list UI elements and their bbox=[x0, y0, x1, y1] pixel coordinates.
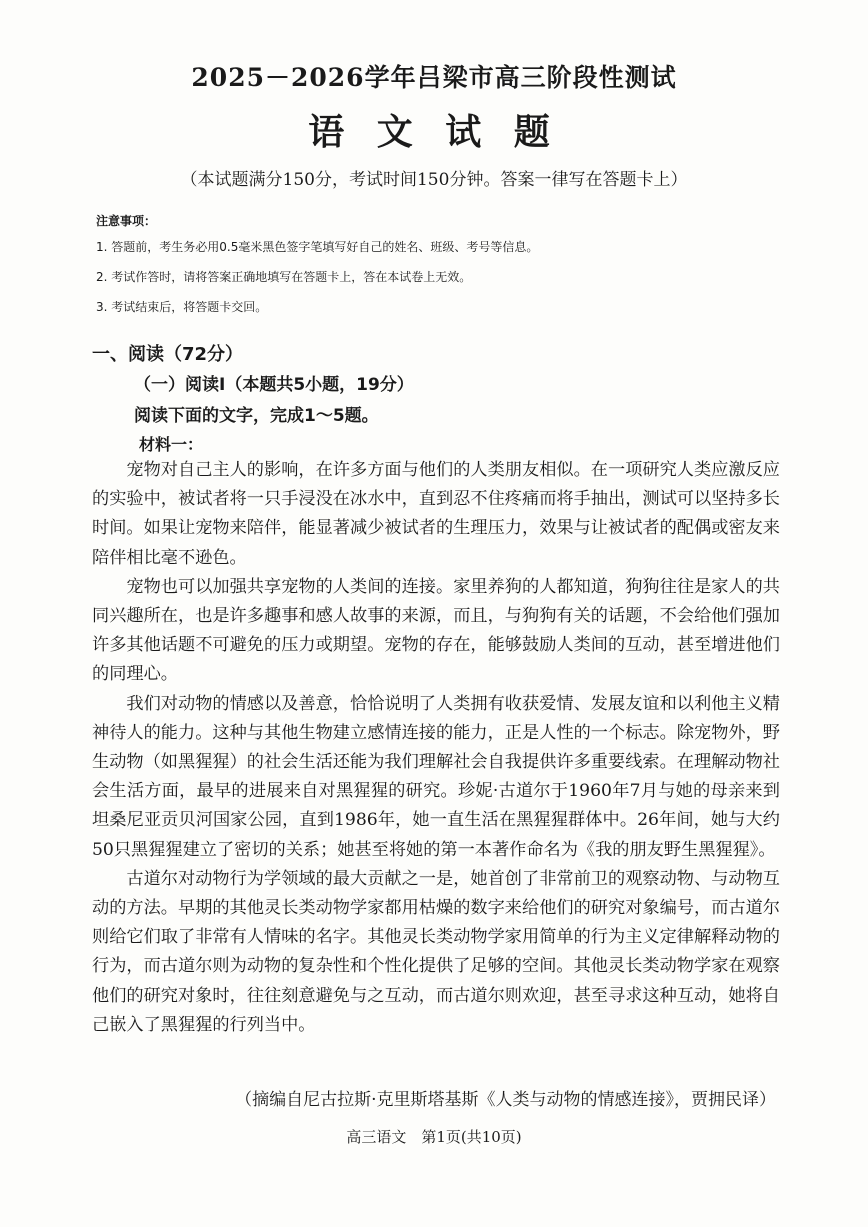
note-item-2: 2. 考试作答时，请将答案正确地填写在答题卡上，答在本试卷上无效。 bbox=[96, 270, 472, 284]
subject-title: 语 文 试 题 bbox=[308, 111, 560, 153]
exam-note: （本试题满分150分，考试时间150分钟。答案一律写在答题卡上） bbox=[180, 170, 688, 190]
note-item-1: 1. 答题前，考生务必用0.5毫米黑色签字笔填写好自己的姓名、班级、考号等信息。 bbox=[96, 240, 539, 254]
paragraph-2: 宠物也可以加强共享宠物的人类间的连接。家里养狗的人都知道，狗狗往往是家人的共同兴趣所在，也是许多趣事和感人故事的来源，而且，与狗狗有关的话题，不会给他们强加许多其他话题不可避免的压力或期望。宠物的存在，能够鼓励人类间的互动，甚至增进他们的同理心。 bbox=[92, 576, 780, 685]
source-citation: （摘编自尼古拉斯·克里斯塔基斯《人类与动物的情感连接》，贾拥民译） bbox=[235, 1090, 776, 1110]
paragraph-3: 我们对动物的情感以及善意，恰恰说明了人类拥有收获爱情、发展友谊和以利他主义精神待人的能力。这种与其他生物建立感情连接的能力，正是人性的一个标志。除宠物外，野生动物（如黑猩猩）的社会生活还能为我们理解社会自我提供许多重要线索。在理解动物社会生活方面，最早的进展来自对黑猩猩的研究。珍妮·古道尔于1960年7月与她的母亲来到坦桑尼亚贡贝河国家公园，直到1986年，她一直生活在黑猩猩群体中。26年间，她与大约50只黑猩猩建立了密切的关系；她甚至将她的第一本著作命名为《我的朋友野生黑猩猩》。 bbox=[92, 693, 780, 860]
exam-title: 2025－2026学年吕梁市高三阶段性测试 bbox=[191, 63, 677, 92]
instruction: 阅读下面的文字，完成1～5题。 bbox=[134, 406, 379, 426]
reading-passage bbox=[92, 456, 780, 1040]
page-footer: 高三语文 第1页(共10页) bbox=[346, 1128, 522, 1146]
paragraph-1: 宠物对自己主人的影响，在许多方面与他们的人类朋友相似。在一项研究人类应激反应的实验中，被试者将一只手浸没在冰水中，直到忍不住疼痛而将手抽出，测试可以坚持多长时间。如果让宠物来陪伴，能显著减少被试者的生理压力，效果与让被试者的配偶或密友来陪伴相比毫不逊色。 bbox=[92, 460, 780, 568]
paragraph-4: 古道尔对动物行为学领域的最大贡献之一是，她首创了非常前卫的观察动物、与动物互动的方法。早期的其他灵长类动物学家都用枯燥的数字来给他们的研究对象编号，而古道尔则给它们取了非常有人情味的名字。其他灵长类动物学家用简单的行为主义定律解释动物的行为，而古道尔则为动物的复杂性和个性化提供了足够的空间。其他灵长类动物学家在观察他们的研究对象时，往往刻意避免与之互动，而古道尔则欢迎，甚至寻求这种互动，她将自己嵌入了黑猩猩的行列当中。 bbox=[92, 868, 780, 1035]
subsection-heading: （一）阅读Ⅰ（本题共5小题，19分） bbox=[134, 375, 414, 395]
section-heading: 一、阅读（72分） bbox=[92, 344, 244, 365]
note-item-3: 3. 考试结束后，将答题卡交回。 bbox=[96, 300, 268, 314]
material-label: 材料一： bbox=[139, 435, 204, 454]
notes-heading: 注意事项： bbox=[96, 214, 157, 228]
